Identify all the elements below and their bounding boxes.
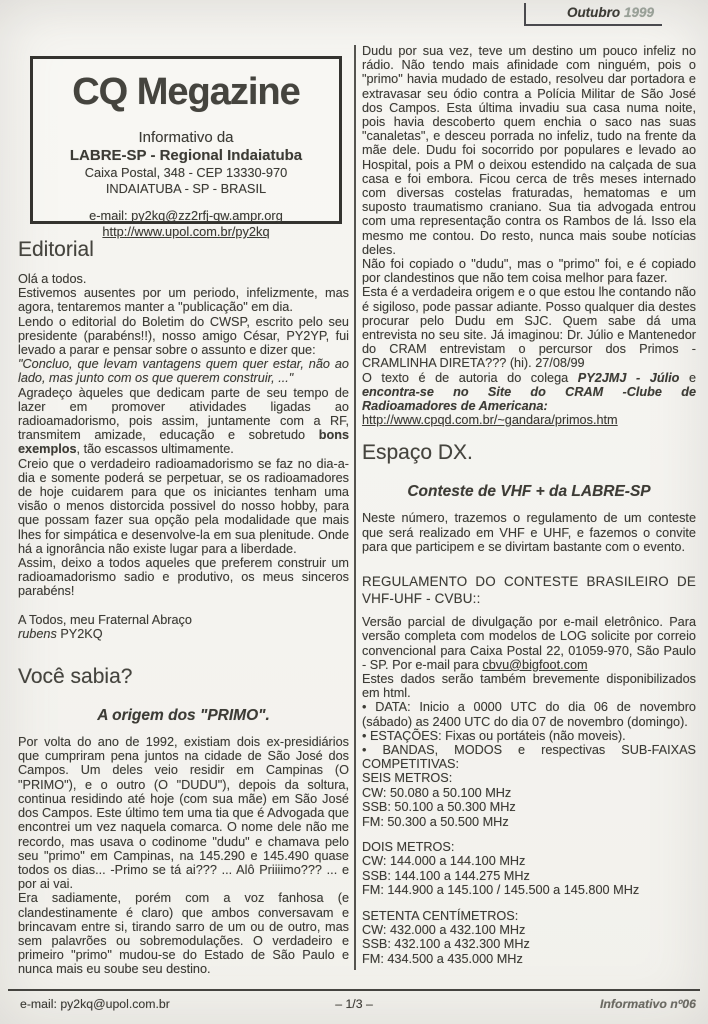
newsletter-title: CQ Megazine [72,71,300,113]
paragraph [362,511,696,554]
editorial-body [18,272,349,599]
text-segment: Dudu por sua vez, teve um destino um pouco infeliz no rádio. Não tendo mais afinidade com ninguém, pois o "primo" havia mudado de estado, resolveu dar portadora e extravasar seu ódio contra a Polícia Militar de São José dos Campos. Esta última invadiu sua casa numa noite, pois havia descoberto quem enchia o saco nas suas "canaletas", e desceu porrada no infeliz, tudo na frente da mãe dele. Dudu foi socorrido por populares e levado ao Hospital, pois a PM o deixou estendido na calçada de sua casa e foi embora. Ficou cerca de três meses internado com diversas costelas fraturadas, hematomas e um suposto traumatismo craniano. Sua tia advogada entrou com uma representação contra os Rambos de lá. Isso ela mesmo me contou. Do resto, nunca mais soube notícias deles. [362,44,696,257]
band-frequency-line: FM: 50.300 a 50.500 MHz [362,814,509,829]
band-name: DOIS METROS: [362,839,455,854]
text-segment: bons exemplos [18,428,349,457]
conteste-subheading: Conteste de VHF + da LABRE-SP [407,483,651,501]
paragraph [362,285,696,370]
band-group [362,909,696,967]
text-segment: Era sadiamente, porém com a voz fanhosa (e clandestinamente é claro) que ambos conversavam e brincavam entre si, tirando sarro de um ou de outro, mas sem palavrões ou sobremodulações. O verdadeiro e primeiro "primo" mudou-se do Estado de São Paulo e nunca mais eu soube seu destino. [18,891,349,977]
issue-date [524,3,662,26]
paragraph [18,627,349,641]
band-group [362,840,696,898]
paragraph [18,735,349,891]
text-segment: Olá a todos. [18,272,87,286]
text-segment: O texto é de autoria do colega [362,370,578,385]
band-group [362,771,696,829]
text-segment: Creio que o verdadeiro radioamadorismo se faz no dia-a-dia e somente poderá se perpetuar, se os radioamadores de hoje cuidarem para que os iniciantes tenham uma visão o menos distorcida possivel do nosso hobby, para que possam fazer sua opção pela modalidade que mais lhes for simpática e desenvolve-la em sua plenitude. Onde há a ignorância não existe lugar para a liberdade. [18,456,349,556]
paragraph [362,615,696,672]
right-column [362,44,696,966]
band-frequency-line: SSB: 432.100 a 432.300 MHz [362,937,530,952]
issue-date-year: 1999 [623,5,654,20]
paragraph [362,371,696,414]
text-segment: Neste número, trazemos o regulamento de um conteste que será realizado em VHF e UHF, e fazemos o convite para que participem e se divirtam bastante com o evento. [362,511,696,554]
paragraph [362,257,696,285]
text-segment: BANDAS, MODOS e respectivas SUB-FAIXAS COMPETITIVAS: [362,742,696,772]
paragraph [18,386,349,457]
voce-sabia-heading: Você sabia? [18,665,133,689]
text-segment: PY2JMJ - Júlio [577,370,680,385]
text-segment: Por volta do ano de 1992, existiam dois ex-presidiários que cumpriram pena juntos na cidade de São José dos Campos. Um deles veio residir em Campinas (O "PRIMO"), e o outro (O "DUDU"), depois da soltura, continua residindo até hoje (com sua mãe) em São José dos Campos. Este último tem uma tia que é Advogada que encontrei um vez naquela comarca. O nome dele não me recordo, mas usava o codinome "dudu" e chamava pelo seu "primo" em Campinas, na 145.290 e 145.490 quase todos os dias... -Primo se tá ai??? ... Alô Priiiimo??? ... e por ai vai. [18,735,349,892]
masthead-subtitle: Informativo da [138,129,234,146]
masthead-address-line1: Caixa Postal, 348 - CEP 13330-970 [84,165,288,180]
paragraph [18,286,349,314]
band-frequency-line: FM: 144.900 a 145.100 / 145.500 a 145.800 MHz [362,883,640,898]
paragraph [18,357,349,385]
dudu-story-body [362,44,696,413]
band-frequency-line: CW: 432.000 a 432.100 MHz [362,922,526,937]
band-frequency-line: CW: 50.080 a 50.100 MHz [362,785,512,800]
paragraph [18,556,349,599]
text-segment: DATA: Inicio a 0000 UTC do dia 06 de novembro (sábado) as 2400 UTC do dia 07 de novembro (domingo). [362,700,696,729]
text-segment: , tão escassos ultimamente. [76,442,234,457]
text-segment: ESTAÇÕES: Fixas ou portáteis (não moveis). [369,728,626,743]
text-segment: A Todos, meu Fraternal Abraço [18,612,192,627]
band-frequency-line: SSB: 50.100 a 50.300 MHz [362,800,516,815]
text-segment: Estivemos ausentes por um periodo, infelizmente, mas agora, tentaremos manter a "publicação" em dia. [18,286,349,315]
band-frequency-line: FM: 434.500 a 435.000 MHz [362,951,523,966]
paragraph [362,700,696,728]
cram-url-line [362,413,696,427]
espaco-dx-heading: Espaço DX. [362,441,473,465]
masthead-email-line [33,208,339,223]
text-segment: encontra-se no Site do CRAM -Clube de Radioamadores de Americana: [362,384,696,414]
footer-email: e-mail: py2kq@upol.com.br [20,997,170,1011]
issue-date-month: Outubro [566,5,621,20]
paragraph [362,743,696,771]
band-frequency-line: SSB: 144.100 a 144.275 MHz [362,868,530,883]
text-segment: Assim, deixo a todos aqueles que preferem construir um radioamadorismo sadio e produtivo, os meus sinceros parabéns! [18,556,349,599]
band-frequency-list [362,771,696,966]
text-segment: Agradeço àqueles que dedicam parte de seu tempo de lazer em promover atividades ligadas ao radioamadorismo, pois assim, juntamente com a RF, transmitem amizade, educação e sobretudo [18,385,349,443]
primo-story-body [18,735,349,976]
footer-issue-label: Informativo nº06 [599,997,696,1011]
cbvu-email-link[interactable]: cbvu@bigfoot.com [482,657,588,672]
paragraph [18,613,349,627]
text-segment: e [679,370,697,385]
paragraph [362,44,696,257]
text-segment: Esta é a verdadeira origem e o que estou lhe contando não é sigiloso, pode passar adiante. Posso qualquer dia destes procurar pelo Dudu em SJC. Quem sabe dá uma entrevista no seu site. Já imaginou: Dr. Júlio e Mantenedor do CRAM entrevistam o percursor dos Primos - CRAMLINHA DIRETA??? (hi). 27/08/99 [362,285,696,371]
band-name: SEIS METROS: [362,771,453,786]
band-frequency-line: CW: 144.000 a 144.100 MHz [362,854,526,869]
text-segment: Lendo o editorial do Boletim do CWSP, escrito pelo seu presidente (parabéns!!), nosso amigo César, PY2YP, fui levado a parar e pensar sobre o assunto e dizer que: [18,314,349,358]
text-segment: Não foi copiado o "dudu", mas o "primo" foi, e é copiado por clandestinos que não tem coisa melhor para fazer. [362,257,696,286]
editorial-signature [18,613,349,641]
band-name: SETENTA CENTÍMETROS: [362,908,519,923]
masthead-email-link[interactable]: py2kq@zz2rfj-qw.ampr.org [131,208,283,223]
paragraph [18,891,349,976]
column-divider [354,45,356,970]
cram-url-link[interactable]: http://www.cpqd.com.br/~gandara/primos.htm [362,413,618,428]
editorial-heading: Editorial [18,238,94,261]
text-segment: PY2KQ [56,626,103,641]
contest-bullet-list [362,700,696,771]
email-label: e-mail: [89,208,132,223]
paragraph [18,315,349,358]
left-column [18,238,349,977]
regulamento-heading: REGULAMENTO DO CONTESTE BRASILEIRO DE VHF-UHF - CVBU:: [362,574,696,606]
primo-subheading: A origem dos "PRIMO". [97,707,270,725]
regulamento-body [362,615,696,700]
conteste-intro [362,511,696,554]
paragraph [362,729,696,743]
footer-page-number: – 1/3 – [335,997,373,1011]
masthead-website-line [33,224,339,239]
paragraph [18,272,349,286]
masthead-box [30,56,342,239]
masthead-address-line2: INDAIATUBA - SP - BRASIL [105,181,267,196]
text-segment: "Concluo, que levam vantagens quem quer estar, não ao lado, mas junto com os que querem construir, ..." [18,357,349,386]
masthead-website-link[interactable]: http://www.upol.com.br/py2kq [102,224,270,239]
paragraph [362,672,696,700]
text-segment: Estes dados serão também brevemente disponibilizados em html. [362,671,696,701]
paragraph [18,457,349,556]
text-segment: Versão parcial de divulgação por e-mail eletrônico. Para versão completa com modelos de LOG solicite por correio convencional para Caixa Postal 22, 01059-970, São Paulo - SP. Por e-mail para [362,615,696,672]
page-footer [8,989,700,1021]
masthead-organization: LABRE-SP - Regional Indaiatuba [69,147,303,164]
text-segment: rubens [18,626,57,641]
